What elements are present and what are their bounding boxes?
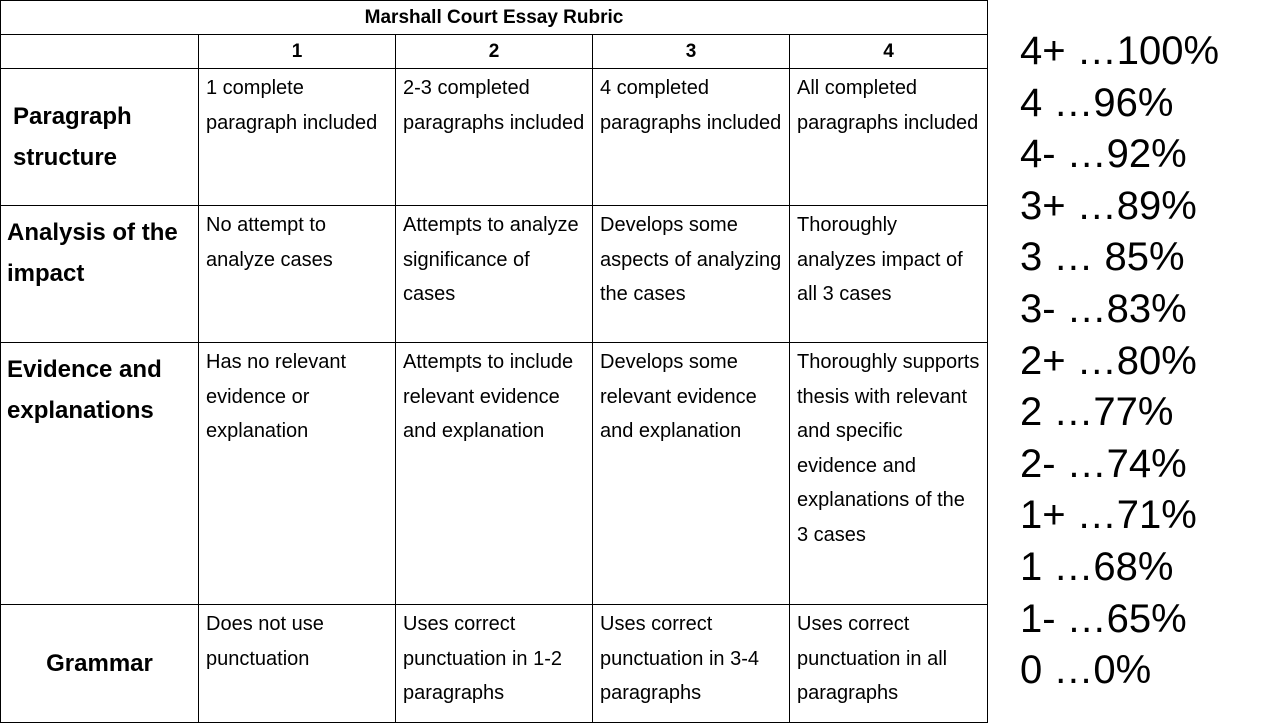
level-header-4: 4	[790, 35, 988, 69]
descriptor-cell: Attempts to include relevant evidence and explanation	[396, 343, 593, 605]
level-header-3: 3	[593, 35, 790, 69]
descriptor-cell: Thoroughly supports thesis with relevant and specific evidence and explanations of the 3 cases	[790, 343, 988, 605]
descriptor-cell: Develops some aspects of analyzing the cases	[593, 206, 790, 343]
descriptor-cell: Uses correct punctuation in all paragraphs	[790, 605, 988, 723]
header-blank-cell	[1, 35, 199, 69]
criterion-paragraph-structure	[1, 69, 199, 206]
grade-scale-item: 3 … 85%	[1020, 235, 1185, 280]
criterion-analysis-of-impact: Analysis of the impact	[1, 206, 199, 343]
grade-scale-item: 4 …96%	[1020, 80, 1174, 125]
grade-scale-item: 0 …0%	[1020, 648, 1152, 693]
table-row	[1, 343, 988, 605]
criterion-label: Paragraph structure	[13, 103, 132, 171]
criterion-evidence-and-explanations: Evidence and explanations	[1, 343, 199, 605]
grade-scale-item: 1- …65%	[1020, 596, 1187, 641]
grade-scale-item: 3+ …89%	[1020, 183, 1197, 228]
grade-scale-item: 1+ …71%	[1020, 493, 1197, 538]
descriptor-cell: No attempt to analyze cases	[199, 206, 396, 343]
level-header-2: 2	[396, 35, 593, 69]
table-row	[1, 605, 988, 723]
descriptor-cell: 1 complete paragraph included	[199, 69, 396, 206]
grade-scale-item: 4+ …100%	[1020, 29, 1220, 73]
descriptor-cell: All completed paragraphs included	[790, 69, 988, 206]
level-header-1: 1	[199, 35, 396, 69]
grade-scale	[1020, 26, 1260, 697]
descriptor-cell: Develops some relevant evidence and explanation	[593, 343, 790, 605]
rubric-title: Marshall Court Essay Rubric	[1, 1, 988, 35]
descriptor-cell: Does not use punctuation	[199, 605, 396, 723]
descriptor-cell: 2-3 completed paragraphs included	[396, 69, 593, 206]
grade-scale-item: 2- …74%	[1020, 441, 1187, 486]
descriptor-cell: Has no relevant evidence or explanation	[199, 343, 396, 605]
grade-scale-item: 4- …92%	[1020, 132, 1187, 177]
descriptor-cell: Uses correct punctuation in 3-4 paragraphs	[593, 605, 790, 723]
grade-scale-item: 2 …77%	[1020, 390, 1174, 435]
descriptor-cell: Attempts to analyze significance of cases	[396, 206, 593, 343]
table-row	[1, 206, 988, 343]
descriptor-cell: 4 completed paragraphs included	[593, 69, 790, 206]
criterion-grammar: Grammar	[1, 605, 199, 723]
table-row	[1, 69, 988, 206]
grade-scale-item: 1 …68%	[1020, 544, 1174, 589]
descriptor-cell: Thoroughly analyzes impact of all 3 cases	[790, 206, 988, 343]
grade-scale-item: 3- …83%	[1020, 286, 1187, 331]
grade-scale-item: 2+ …80%	[1020, 338, 1197, 383]
descriptor-cell: Uses correct punctuation in 1-2 paragraphs	[396, 605, 593, 723]
